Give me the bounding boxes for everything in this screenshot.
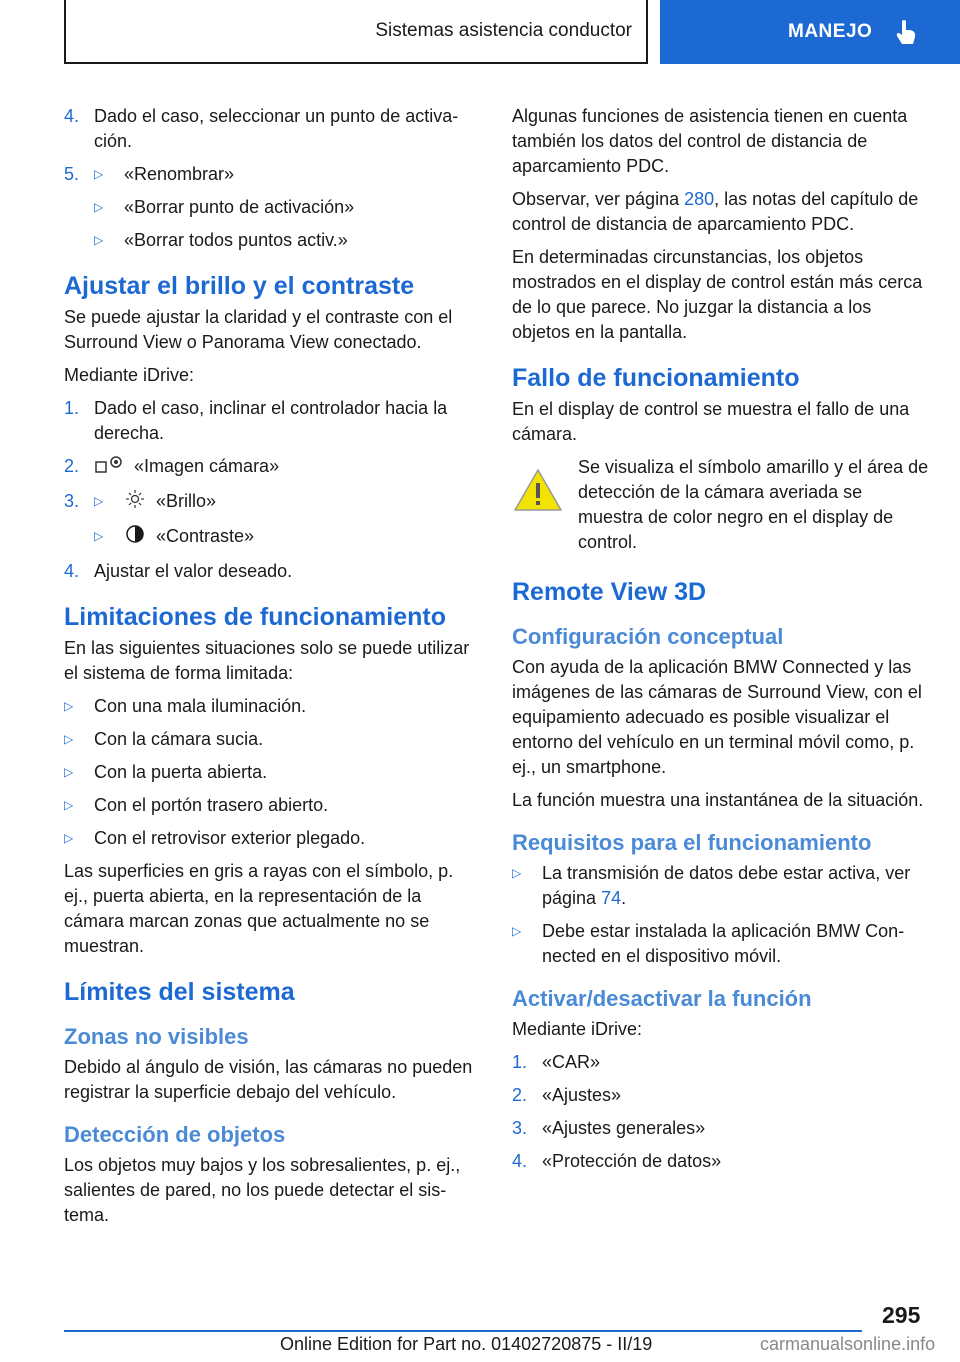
- triangle-bullet-icon: ▷: [94, 200, 104, 214]
- chapter-title: Sistemas asistencia conductor: [375, 20, 632, 41]
- subheading-activar: Activar/desactivar la función: [512, 986, 812, 1011]
- paragraph: Debido al ángulo de visión, las cámaras no pueden registrar la superficie debajo del vehículo.: [64, 1057, 473, 1102]
- paragraph: Observar, ver página 280, las notas del capítulo de control de distancia de aparcamiento PDC.: [512, 189, 919, 234]
- list-item: ▷ «Borrar punto de activación»: [64, 195, 479, 220]
- list-item: 1. Dado el caso, inclinar el controlador hacia la derecha.: [64, 398, 448, 443]
- list-item: 4. Dado el caso, seleccionar un punto de activación.: [64, 106, 459, 151]
- page-link[interactable]: 74: [601, 888, 622, 908]
- left-column: [64, 104, 479, 1236]
- triangle-bullet-icon: ▷: [64, 765, 74, 779]
- paragraph: Las superficies en gris a rayas con el símbolo, p. ej., puerta abierta, en la representación de la cámara marcan zonas que actualmente no se muestran.: [64, 861, 454, 956]
- triangle-bullet-icon: ▷: [94, 529, 104, 543]
- hand-pointer-icon: [894, 19, 918, 45]
- list-item: ▷ «Contraste»: [64, 524, 479, 551]
- heading-brillo: Ajustar el brillo y el contraste: [64, 272, 415, 300]
- footer-divider: [64, 1330, 862, 1332]
- list-item: ▷ Con el retrovisor exterior plegado.: [64, 826, 479, 851]
- footer-edition: Online Edition for Part no. 01402720875 - II/19: [280, 1334, 653, 1354]
- triangle-bullet-icon: ▷: [64, 699, 74, 713]
- list-item: 3. «Ajustes generales»: [512, 1118, 706, 1138]
- warning-text: Se visualiza el símbolo amarillo y el área de detección de la cámara averiada se muestra de color negro en el display de control.: [578, 457, 929, 552]
- paragraph: Mediante iDrive:: [64, 365, 195, 385]
- warning-note: [512, 455, 930, 555]
- list-item: 4. «Protección de datos»: [512, 1151, 722, 1171]
- heading-limites: Límites del sistema: [64, 978, 295, 1006]
- chapter-header: [64, 0, 648, 64]
- paragraph: La función muestra una instantánea de la situación.: [512, 790, 924, 810]
- watermark: carmanualsonline.info: [760, 1334, 936, 1354]
- page-link[interactable]: 280: [684, 189, 715, 209]
- list-item: 2. «Imagen cámara»: [64, 454, 479, 481]
- camera-settings-icon: [94, 454, 124, 481]
- paragraph: En el display de control se muestra el fallo de una cámara.: [512, 399, 910, 444]
- subheading-zonas: Zonas no visibles: [64, 1024, 249, 1049]
- right-column: [512, 104, 930, 1182]
- subheading-config: Configuración conceptual: [512, 624, 784, 649]
- list-item: 1. «CAR»: [512, 1052, 601, 1072]
- triangle-bullet-icon: ▷: [94, 233, 104, 247]
- paragraph: Mediante iDrive:: [512, 1019, 643, 1039]
- subheading-deteccion: Detección de objetos: [64, 1122, 286, 1147]
- heading-limitaciones: Limitaciones de funcionamiento: [64, 603, 446, 631]
- triangle-bullet-icon: ▷: [512, 924, 522, 938]
- paragraph: Los objetos muy bajos y los sobresalientes, p. ej., salientes de pared, no los puede detectar el sistema.: [64, 1155, 461, 1225]
- list-item: ▷ Con la puerta abierta.: [64, 760, 479, 785]
- page-number: 295: [882, 1302, 921, 1328]
- list-item: ▷ Con una mala iluminación.: [64, 694, 479, 719]
- subheading-requisitos: Requisitos para el funcionamiento: [512, 830, 872, 855]
- triangle-bullet-icon: ▷: [512, 866, 522, 880]
- brightness-icon: [124, 489, 146, 516]
- list-item: ▷ Con el portón trasero abierto.: [64, 793, 479, 818]
- list-item: ▷ Con la cámara sucia.: [64, 727, 479, 752]
- triangle-bullet-icon: ▷: [64, 831, 74, 845]
- list-item: ▷ La transmisión de datos debe estar activa, ver página 74.: [512, 861, 930, 911]
- list-item: 5. ▷ «Renombrar»: [64, 162, 479, 187]
- triangle-bullet-icon: ▷: [64, 798, 74, 812]
- paragraph: En determinadas circunstancias, los objetos mostrados en el display de control están más cerca de lo que parece. No juzgar la distancia a los objetos en la pantalla.: [512, 247, 923, 342]
- triangle-bullet-icon: ▷: [94, 494, 104, 508]
- paragraph: Con ayuda de la aplicación BMW Connected y las imágenes de las cámaras de Surround View, con el equipamiento adecuado es posible visualizar el entorno del vehículo en un terminal móvil como, p. ej., un smartphone.: [512, 657, 922, 777]
- heading-fallo: Fallo de funcionamiento: [512, 364, 800, 392]
- list-item: 2. «Ajustes»: [512, 1085, 622, 1105]
- paragraph: Se puede ajustar la claridad y el contraste con el Surround View o Panorama View conectado.: [64, 307, 453, 352]
- triangle-bullet-icon: ▷: [64, 732, 74, 746]
- list-item: 4. Ajustar el valor deseado.: [64, 561, 293, 581]
- contrast-icon: [124, 524, 146, 551]
- paragraph: En las siguientes situaciones solo se puede utilizar el sistema de forma limitada:: [64, 638, 470, 683]
- warning-triangle-icon: [512, 455, 578, 555]
- heading-remote-view: Remote View 3D: [512, 578, 707, 606]
- section-tab: [660, 0, 960, 64]
- list-item: ▷ «Borrar todos puntos activ.»: [64, 228, 479, 253]
- list-item: ▷ Debe estar instalada la aplicación BMW Connected en el dispositivo móvil.: [512, 919, 930, 969]
- triangle-bullet-icon: ▷: [94, 167, 104, 181]
- list-item: 3. ▷ «Brillo»: [64, 489, 479, 516]
- paragraph: Algunas funciones de asistencia tienen en cuenta también los datos del control de distancia de aparcamiento PDC.: [512, 106, 908, 176]
- section-title: MANEJO: [788, 21, 873, 42]
